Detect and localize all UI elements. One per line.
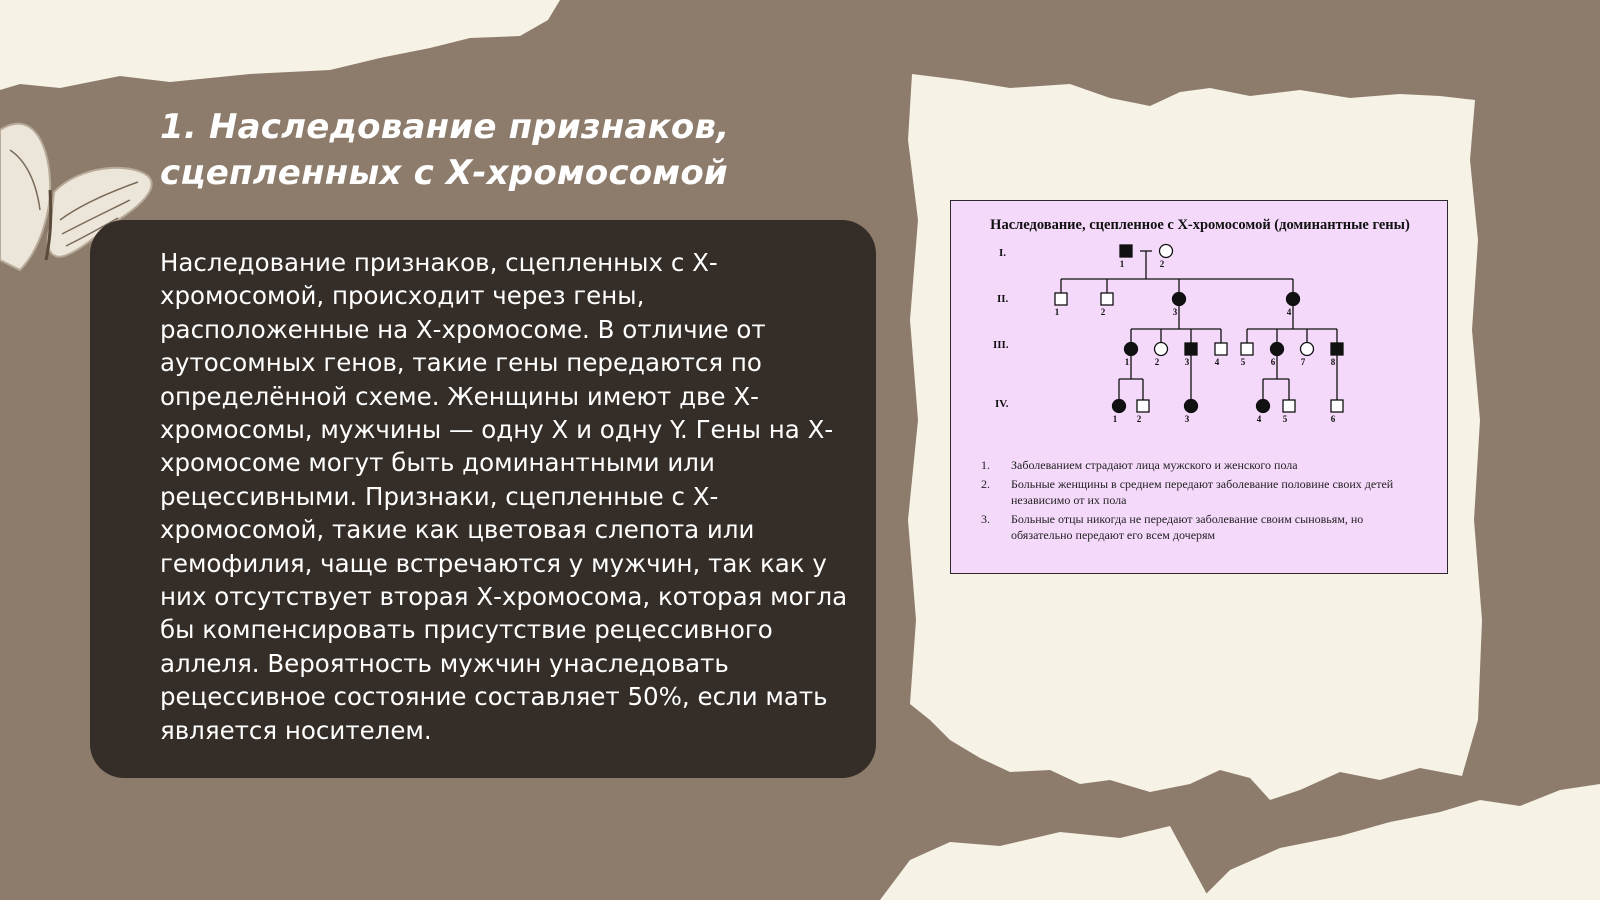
individual-number: 5 — [1240, 357, 1246, 367]
title-line-2: сцепленных с Х-хромосомой — [160, 153, 728, 193]
unaffected-female-symbol — [1160, 245, 1173, 258]
unaffected-male-symbol — [1241, 343, 1253, 355]
rules-list — [981, 457, 1411, 546]
affected-male-symbol — [1120, 245, 1132, 257]
individual-number: 1 — [1054, 307, 1060, 317]
generation-label: III. — [993, 339, 1009, 351]
rule-item: 1. Заболеванием страдают лица мужского и женского пола — [981, 458, 1298, 472]
individual-number: 2 — [1100, 307, 1106, 317]
unaffected-male-symbol — [1215, 343, 1227, 355]
affected-female-symbol — [1185, 400, 1198, 413]
title-line-1: 1. Наследование признаков, — [160, 107, 730, 147]
rule-item: 3. Больные отцы никогда не передают заболевание своим сыновьям, но обязательно передают его всем дочерям — [981, 512, 1364, 542]
unaffected-female-symbol — [1301, 343, 1314, 356]
individual-number: 1 — [1112, 414, 1118, 424]
individual-number: 5 — [1282, 414, 1288, 424]
individual-number: 1 — [1124, 357, 1130, 367]
individual-number: 3 — [1184, 357, 1190, 367]
individual-number: 2 — [1154, 357, 1160, 367]
unaffected-male-symbol — [1055, 293, 1067, 305]
body-text: Наследование признаков, сцепленных с Х-хромосомой, происходит через гены, расположенные на Х-хромосоме. В отличие от аутосомных генов, такие гены передаются по определённой схеме. Женщины имеют две Х-хромосомы, мужчины — одну Х и одну Y. Гены на Х-хромосоме могут быть доминантными или рецессивными. Признаки, сцепленные с Х-хромосомой, такие как цветовая слепота или гемофилия, чаще встречаются у мужчин, так как у них отсутствует вторая Х-хромосома, которая могла бы компенсировать присутствие рецессивного аллеля. Вероятность мужчин унаследовать рецессивное состояние составляет 50%, если мать является носителем. — [160, 248, 848, 745]
individual-number: 2 — [1159, 259, 1165, 269]
individual-number: 4 — [1286, 307, 1292, 317]
unaffected-female-symbol — [1155, 343, 1168, 356]
unaffected-male-symbol — [1283, 400, 1295, 412]
slide-title — [160, 104, 729, 196]
individual-number: 6 — [1270, 357, 1276, 367]
generation-label: I. — [999, 247, 1007, 259]
individual-number: 6 — [1330, 414, 1336, 424]
generation-label: II. — [997, 293, 1009, 305]
affected-female-symbol — [1125, 343, 1138, 356]
individual-number: 3 — [1172, 307, 1178, 317]
rule-item: 2. Больные женщины в среднем передают заболевание половине своих детей независимо от их пола — [981, 477, 1394, 507]
unaffected-male-symbol — [1137, 400, 1149, 412]
affected-female-symbol — [1271, 343, 1284, 356]
individual-number: 2 — [1136, 414, 1142, 424]
affected-male-symbol — [1185, 343, 1197, 355]
generation-label: IV. — [995, 398, 1009, 410]
individual-number: 4 — [1256, 414, 1262, 424]
individual-number: 3 — [1184, 414, 1190, 424]
individual-number: 8 — [1330, 357, 1336, 367]
unaffected-male-symbol — [1331, 400, 1343, 412]
figure-title: Наследование, сцепленное с Х-хромосомой (доминантные гены) — [990, 217, 1410, 233]
affected-female-symbol — [1287, 293, 1300, 306]
individual-number: 4 — [1214, 357, 1220, 367]
pedigree-figure — [950, 200, 1448, 574]
individual-number: 7 — [1300, 357, 1306, 367]
individual-number: 1 — [1119, 259, 1125, 269]
affected-male-symbol — [1331, 343, 1343, 355]
unaffected-male-symbol — [1101, 293, 1113, 305]
affected-female-symbol — [1173, 293, 1186, 306]
affected-female-symbol — [1257, 400, 1270, 413]
affected-female-symbol — [1113, 400, 1126, 413]
